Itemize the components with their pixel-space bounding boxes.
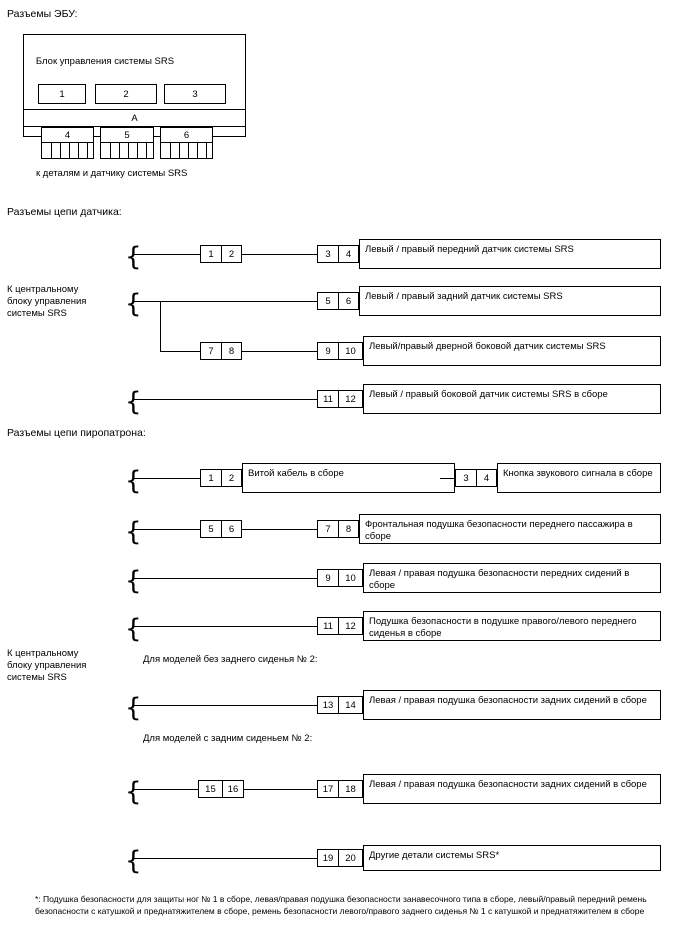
ecu-bottom-label: к деталям и датчику системы SRS [36,168,188,179]
brace-squib-5: { [125,693,142,723]
line-sensor-1b [242,254,318,255]
line-squib-6b [243,789,318,790]
pinpair-sensor-3-right [317,342,363,360]
pin-7: 7 [325,523,331,535]
pin-16: 16 [222,781,243,797]
pin-12: 12 [338,391,362,407]
squib-side-note [7,648,102,684]
desc-sensor-4: Левый / правый боковой датчик системы SRS в сборе [363,384,661,414]
footnote: *: Подушка безопасности для защиты ног № 1 в сборе, левая/правая подушка безопасности занавесочного типа в сборе, левый/правый передний ремень безопасности с катушкой и преднатяжителем в сборе, ремень безопасности левого/правого заднего сиденья № 1 с катушкой и преднатяжителем в сборе [35,894,647,916]
pinpair-squib-6-right [317,780,363,798]
pin-2: 2 [221,470,241,486]
desc-squib-6: Левая / правая подушка безопасности задних сидений в сборе [363,774,661,804]
pinpair-squib-4-right [317,617,363,635]
line-squib-5 [133,705,318,706]
section-title-squib: Разъемы цепи пиропатрона: [7,427,146,439]
line-squib-7 [133,858,318,859]
desc-squib-1-extra: Кнопка звукового сигнала в сборе [497,463,661,493]
brace-squib-7: { [125,846,142,876]
brace-squib-2: { [125,517,142,547]
line-squib-4 [133,626,318,627]
ecu-top-pin-2: 2 [95,84,157,104]
pin-1: 1 [208,472,214,484]
wire-bundle-4 [41,143,94,159]
pin-15: 15 [205,783,216,795]
pinpair-squib-6-left [198,780,244,798]
pin-8: 8 [221,343,241,359]
pinpair-sensor-2-right [317,292,359,310]
pinpair-squib-2-left [200,520,242,538]
line-sensor-3-vertical [160,301,161,351]
pin-12: 12 [338,618,362,634]
line-squib-2a [133,529,201,530]
pin-5: 5 [208,523,214,535]
subhead-with-rear-seat-2: Для моделей с задним сиденьем № 2: [143,733,313,744]
pin-14: 14 [338,697,362,713]
pin-9: 9 [325,572,331,584]
ecu-top-pin-3: 3 [164,84,226,104]
pinpair-squib-1-right [455,469,497,487]
brace-squib-6: { [125,777,142,807]
line-sensor-4 [133,399,318,400]
brace-squib-3: { [125,566,142,596]
pinpair-squib-3-right [317,569,363,587]
line-squib-6a [133,789,199,790]
pinpair-sensor-1-left [200,245,242,263]
pin-18: 18 [338,781,362,797]
pin-20: 20 [338,850,362,866]
pin-1: 1 [208,248,214,260]
pin-17: 17 [322,783,334,795]
pin-10: 10 [338,343,362,359]
pin-2: 2 [221,246,241,262]
pinpair-squib-7-right [317,849,363,867]
line-squib-3 [133,578,318,579]
line-squib-1a [133,478,201,479]
line-sensor-3a [160,351,202,352]
pin-4: 4 [338,246,358,262]
brace-sensor-1: { [125,242,142,272]
ecu-bottom-pin-6: 6 [160,127,213,143]
pin-4: 4 [476,470,496,486]
desc-squib-4: Подушка безопасности в подушке правого/левого переднего сиденья в сборе [363,611,661,641]
pin-9: 9 [325,345,331,357]
pinpair-squib-2-right [317,520,359,538]
pin-13: 13 [322,699,334,711]
ecu-block-title: Блок управления системы SRS [35,56,175,67]
pin-11: 11 [323,393,333,405]
section-title-ecu: Разъемы ЭБУ: [7,8,78,20]
pin-11: 11 [323,620,333,632]
wire-bundle-5 [100,143,154,159]
subhead-without-rear-seat-2: Для моделей без заднего сиденья № 2: [143,654,318,665]
desc-squib-3: Левая / правая подушка безопасности передних сидений в сборе [363,563,661,593]
pin-19: 19 [322,852,334,864]
sensor-side-note [7,284,102,320]
sensor-side-note-text: К центральному блоку управления системы SRS [7,284,87,319]
desc-sensor-3: Левый/правый дверной боковой датчик системы SRS [363,336,661,366]
pin-6: 6 [338,293,358,309]
brace-sensor-2: { [125,289,142,319]
desc-sensor-2: Левый / правый задний датчик системы SRS [359,286,661,316]
pinpair-squib-5-right [317,696,363,714]
desc-squib-2: Фронтальная подушка безопасности переднего пассажира в сборе [359,514,661,544]
line-sensor-1a [133,254,201,255]
pinpair-sensor-1-right [317,245,359,263]
pin-3: 3 [325,248,331,260]
ecu-bottom-pin-5: 5 [100,127,154,143]
pin-10: 10 [338,570,362,586]
squib-side-note-text: К центральному блоку управления системы SRS [7,648,87,683]
pin-7: 7 [208,345,214,357]
desc-squib-5: Левая / правая подушка безопасности задних сидений в сборе [363,690,661,720]
section-title-sensor: Разъемы цепи датчика: [7,206,122,218]
pin-8: 8 [338,521,358,537]
pin-3: 3 [463,472,469,484]
ecu-bottom-pin-4: 4 [41,127,94,143]
desc-sensor-1: Левый / правый передний датчик системы SRS [359,239,661,269]
brace-squib-1: { [125,466,142,496]
brace-sensor-4: { [125,387,142,417]
desc-squib-7: Другие детали системы SRS* [363,845,661,871]
ecu-connector-bar-label: A [131,112,138,124]
pinpair-squib-1-left [200,469,242,487]
brace-squib-4: { [125,614,142,644]
desc-squib-1: Витой кабель в сборе [242,463,455,493]
wire-bundle-6 [160,143,213,159]
ecu-top-pin-1: 1 [38,84,86,104]
pinpair-sensor-3-left [200,342,242,360]
pin-5: 5 [325,295,331,307]
pin-6: 6 [221,521,241,537]
line-squib-2b [242,529,318,530]
line-sensor-3b [242,351,318,352]
pinpair-sensor-4-right [317,390,363,408]
